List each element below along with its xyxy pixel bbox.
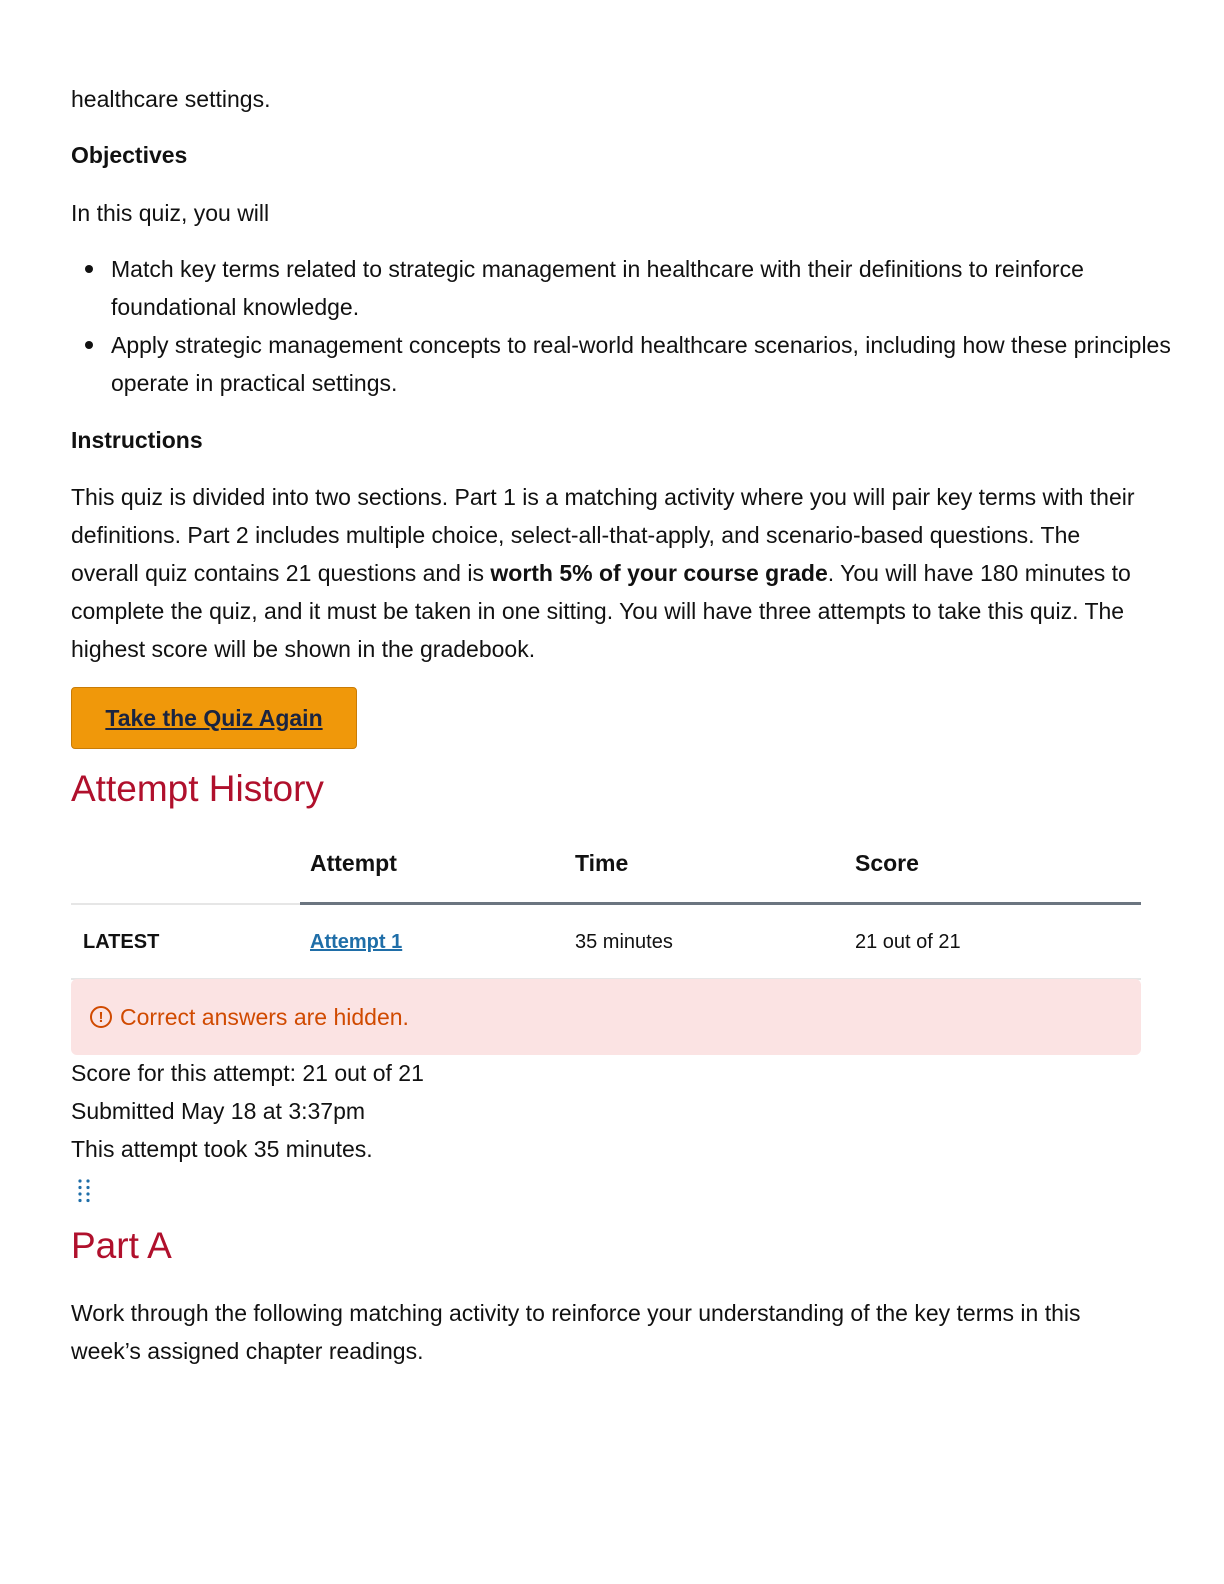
attempt-score: 21 out of 21	[855, 931, 961, 953]
objective-item: Match key terms related to strategic management in healthcare with their definitions to reinforce foundational knowledge.	[111, 250, 1181, 326]
part-a-title: Part A	[71, 1225, 172, 1266]
instructions-grade-weight: worth 5% of your course grade	[490, 560, 828, 586]
submitted-time: Submitted May 18 at 3:37pm	[71, 1098, 366, 1124]
alert-text: Correct answers are hidden.	[120, 1003, 409, 1030]
alert-circle-icon: !	[90, 1006, 112, 1028]
column-header-time: Time	[575, 850, 629, 876]
objectives-lead: In this quiz, you will	[71, 200, 270, 226]
attempt-summary	[71, 1054, 424, 1168]
drag-handle-icon[interactable]	[77, 1178, 91, 1204]
attempt-duration: This attempt took 35 minutes.	[71, 1136, 373, 1162]
instructions-heading: Instructions	[71, 427, 203, 453]
score-for-attempt: Score for this attempt: 21 out of 21	[71, 1060, 424, 1086]
attempt-history-table	[71, 830, 1141, 980]
part-a-description: Work through the following matching activity to reinforce your understanding of the key terms in this week’s assigned chapter readings.	[71, 1300, 1081, 1364]
objectives-heading: Objectives	[71, 142, 188, 168]
take-quiz-again-label: Take the Quiz Again	[105, 704, 323, 731]
attempt-history-title: Attempt History	[71, 768, 324, 809]
instructions-text-end: . You will have 180 minutes to complete the quiz, and it must be taken in one sitting. You will have three attempts to take this quiz. The highest score will be shown in the gradebook.	[71, 560, 1131, 662]
instructions-text	[71, 478, 1141, 668]
intro-text-tail: healthcare settings.	[71, 86, 271, 112]
table-row	[71, 904, 1141, 980]
objective-item: Apply strategic management concepts to real-world healthcare scenarios, including how these principles operate in practical settings.	[111, 326, 1181, 402]
table-header-row	[71, 830, 1141, 904]
latest-label: LATEST	[83, 931, 160, 953]
take-quiz-again-button[interactable]	[71, 687, 357, 749]
instructions-text-start: This quiz is divided into two sections. Part 1 is a matching activity where you will pair key terms with their definitions. Part 2 includes multiple choice, select-all-that-apply, and scenario-based questions. The overall quiz contains 21 questions and is	[71, 484, 1135, 586]
correct-answers-hidden-alert	[71, 979, 1141, 1055]
column-header-score: Score	[855, 850, 919, 876]
objectives-list	[71, 250, 1181, 402]
column-header-attempt: Attempt	[310, 850, 397, 876]
attempt-1-link[interactable]: Attempt 1	[310, 931, 403, 953]
attempt-time: 35 minutes	[575, 931, 673, 953]
